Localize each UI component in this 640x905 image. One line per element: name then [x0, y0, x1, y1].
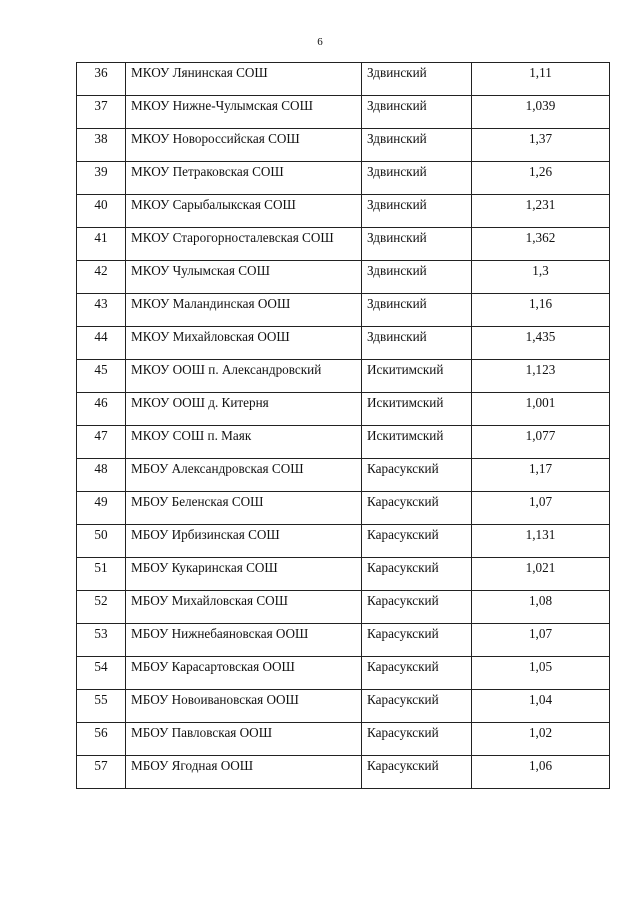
coefficient-cell: 1,11	[472, 63, 610, 96]
table-row	[77, 294, 610, 327]
coefficient-cell: 1,05	[472, 657, 610, 690]
row-number-cell: 40	[77, 195, 126, 228]
table-row	[77, 624, 610, 657]
school-name-cell: МБОУ Карасартовская ООШ	[126, 657, 362, 690]
school-name-cell: МКОУ СОШ п. Маяк	[126, 426, 362, 459]
district-cell: Карасукский	[362, 624, 472, 657]
district-cell: Здвинский	[362, 129, 472, 162]
row-number-cell: 46	[77, 393, 126, 426]
district-cell: Карасукский	[362, 492, 472, 525]
district-cell: Карасукский	[362, 525, 472, 558]
school-name-cell: МКОУ Старогорносталевская СОШ	[126, 228, 362, 261]
district-cell: Карасукский	[362, 459, 472, 492]
district-cell: Здвинский	[362, 63, 472, 96]
row-number-cell: 53	[77, 624, 126, 657]
school-name-cell: МБОУ Михайловская СОШ	[126, 591, 362, 624]
row-number-cell: 44	[77, 327, 126, 360]
coefficient-cell: 1,039	[472, 96, 610, 129]
school-name-cell: МКОУ Нижне-Чулымская СОШ	[126, 96, 362, 129]
school-name-cell: МБОУ Александровская СОШ	[126, 459, 362, 492]
row-number-cell: 48	[77, 459, 126, 492]
table-row	[77, 459, 610, 492]
coefficient-cell: 1,362	[472, 228, 610, 261]
school-name-cell: МКОУ Сарыбалыкская СОШ	[126, 195, 362, 228]
table-body	[77, 63, 610, 789]
district-cell: Здвинский	[362, 327, 472, 360]
row-number-cell: 39	[77, 162, 126, 195]
coefficient-cell: 1,077	[472, 426, 610, 459]
coefficient-cell: 1,08	[472, 591, 610, 624]
table-row	[77, 492, 610, 525]
coefficient-cell: 1,021	[472, 558, 610, 591]
district-cell: Искитимский	[362, 426, 472, 459]
school-name-cell: МБОУ Ирбизинская СОШ	[126, 525, 362, 558]
table-row	[77, 261, 610, 294]
table-row	[77, 426, 610, 459]
page-number: 6	[317, 36, 323, 48]
table-row	[77, 657, 610, 690]
table-row	[77, 195, 610, 228]
table-row	[77, 525, 610, 558]
table-row	[77, 96, 610, 129]
row-number-cell: 57	[77, 756, 126, 789]
row-number-cell: 47	[77, 426, 126, 459]
row-number-cell: 36	[77, 63, 126, 96]
table-row	[77, 393, 610, 426]
row-number-cell: 54	[77, 657, 126, 690]
district-cell: Здвинский	[362, 162, 472, 195]
school-name-cell: МБОУ Беленская СОШ	[126, 492, 362, 525]
coefficient-cell: 1,37	[472, 129, 610, 162]
school-name-cell: МКОУ Михайловская ООШ	[126, 327, 362, 360]
school-name-cell: МКОУ Новороссийская СОШ	[126, 129, 362, 162]
school-name-cell: МБОУ Новоивановская ООШ	[126, 690, 362, 723]
district-cell: Здвинский	[362, 96, 472, 129]
district-cell: Карасукский	[362, 723, 472, 756]
school-name-cell: МБОУ Нижнебаяновская ООШ	[126, 624, 362, 657]
row-number-cell: 56	[77, 723, 126, 756]
school-name-cell: МКОУ ООШ п. Александровский	[126, 360, 362, 393]
district-cell: Здвинский	[362, 195, 472, 228]
district-cell: Карасукский	[362, 690, 472, 723]
coefficient-cell: 1,17	[472, 459, 610, 492]
coefficient-cell: 1,26	[472, 162, 610, 195]
schools-table	[76, 62, 610, 789]
table-row	[77, 129, 610, 162]
coefficient-cell: 1,3	[472, 261, 610, 294]
row-number-cell: 55	[77, 690, 126, 723]
district-cell: Искитимский	[362, 393, 472, 426]
table-row	[77, 558, 610, 591]
coefficient-cell: 1,06	[472, 756, 610, 789]
coefficient-cell: 1,07	[472, 492, 610, 525]
coefficient-cell: 1,435	[472, 327, 610, 360]
district-cell: Здвинский	[362, 228, 472, 261]
table-row	[77, 228, 610, 261]
table-row	[77, 162, 610, 195]
school-name-cell: МКОУ Лянинская СОШ	[126, 63, 362, 96]
row-number-cell: 52	[77, 591, 126, 624]
district-cell: Карасукский	[362, 591, 472, 624]
row-number-cell: 41	[77, 228, 126, 261]
row-number-cell: 51	[77, 558, 126, 591]
school-name-cell: МКОУ Петраковская СОШ	[126, 162, 362, 195]
table-row	[77, 360, 610, 393]
coefficient-cell: 1,123	[472, 360, 610, 393]
school-name-cell: МБОУ Павловская ООШ	[126, 723, 362, 756]
row-number-cell: 43	[77, 294, 126, 327]
district-cell: Здвинский	[362, 294, 472, 327]
table-row	[77, 591, 610, 624]
table-row	[77, 756, 610, 789]
row-number-cell: 45	[77, 360, 126, 393]
row-number-cell: 49	[77, 492, 126, 525]
school-name-cell: МБОУ Кукаринская СОШ	[126, 558, 362, 591]
table-row	[77, 63, 610, 96]
coefficient-cell: 1,231	[472, 195, 610, 228]
coefficient-cell: 1,001	[472, 393, 610, 426]
table-row	[77, 690, 610, 723]
coefficient-cell: 1,16	[472, 294, 610, 327]
coefficient-cell: 1,07	[472, 624, 610, 657]
school-name-cell: МБОУ Ягодная ООШ	[126, 756, 362, 789]
row-number-cell: 38	[77, 129, 126, 162]
school-name-cell: МКОУ Маландинская ООШ	[126, 294, 362, 327]
district-cell: Здвинский	[362, 261, 472, 294]
coefficient-cell: 1,131	[472, 525, 610, 558]
district-cell: Искитимский	[362, 360, 472, 393]
coefficient-cell: 1,02	[472, 723, 610, 756]
row-number-cell: 42	[77, 261, 126, 294]
row-number-cell: 37	[77, 96, 126, 129]
school-name-cell: МКОУ ООШ д. Китерня	[126, 393, 362, 426]
district-cell: Карасукский	[362, 558, 472, 591]
coefficient-cell: 1,04	[472, 690, 610, 723]
table-row	[77, 327, 610, 360]
school-name-cell: МКОУ Чулымская СОШ	[126, 261, 362, 294]
table-row	[77, 723, 610, 756]
row-number-cell: 50	[77, 525, 126, 558]
district-cell: Карасукский	[362, 756, 472, 789]
district-cell: Карасукский	[362, 657, 472, 690]
